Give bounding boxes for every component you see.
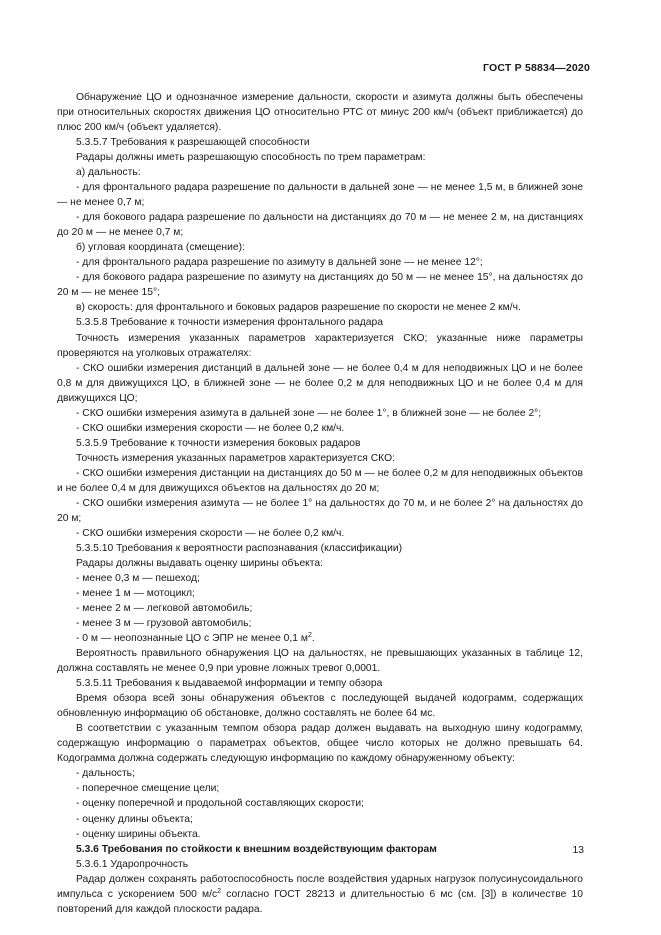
paragraph: В соответствии с указанным темпом обзора радар должен выдавать на выходную шину кодограмму, содержащую информацию о параметрах объектов, общее число которых не должно превышать 64. Кодограмма должна содержать следующую информацию по каждому обнаруженному объекту: <box>57 723 583 765</box>
section-heading: 5.3.5.7 Требования к разрешающей способности <box>76 137 310 149</box>
list-item: - оценку ширины объекта. <box>76 828 201 840</box>
list-item: - менее 2 м — легковой автомобиль; <box>76 603 253 615</box>
list-label: в) скорость: для фронтального и боковых радаров разрешение по скорости не менее 2 км/ч. <box>76 302 521 314</box>
document-header: ГОСТ Р 58834—2020 <box>482 62 590 74</box>
paragraph: Точность измерения указанных параметров характеризуется СКО; указанные ниже параметры проверяются на уголковых отражателях: <box>57 332 583 359</box>
page-number: 13 <box>572 845 584 856</box>
paragraph: Обнаружение ЦО и однозначное измерение дальности, скорости и азимута должны быть обеспечены при относительных скоростях движения ЦО относительно РТС от минус 200 км/ч (объект приближается) до плюс 200 км/ч (объект удаляется). <box>57 92 583 134</box>
list-item: - СКО ошибки измерения дистанции на дистанциях до 50 м — не более 0,2 м для неподвижных объектов и не более 0,4 м для движущихся объектов на дальностях до 20 м; <box>57 467 583 494</box>
list-item: - СКО ошибки измерения дистанций в дальней зоне — не более 0,4 м для неподвижных ЦО и не более 0,8 м для движущихся ЦО, в ближней зоне — не более 0,2 м для неподвижных ЦО и не более 0,4 м для движущихся ЦО; <box>57 362 583 404</box>
list-item: - для бокового радара разрешение по дальности на дистанциях до 70 м — не менее 2 м, на дистанциях до 20 м — не менее 0,7 м; <box>57 212 583 239</box>
paragraph: Точность измерения указанных параметров характеризуется СКО: <box>76 452 395 464</box>
list-item <box>57 631 583 646</box>
section-heading: 5.3.5.10 Требования к вероятности распознавания (классификации) <box>76 542 403 554</box>
section-heading: 5.3.6.1 Ударопрочность <box>76 858 189 870</box>
list-item: - менее 1 м — мотоцикл; <box>76 588 195 600</box>
text-span: согласно ГОСТ 28213 и длительностью 6 мс (см. [3]) в количестве 10 повторений для каждой плоскости радара. <box>57 888 583 915</box>
list-item: - СКО ошибки измерения азимута — не более 1° на дальностях до 70 м, и не более 2° на дальностях до 20 м; <box>57 497 583 524</box>
paragraph: Вероятность правильного обнаружения ЦО на дальностях, не превышающих указанных в таблице 12, должна составлять не менее 0,9 при уровне ложных тревог 0,0001. <box>57 648 583 675</box>
list-label: а) дальность: <box>76 167 141 179</box>
superscript: 2 <box>217 887 222 895</box>
list-item: - для бокового радара разрешение по азимуту на дистанциях до 50 м — не менее 15°, на дальностях до 20 м — не менее 15°; <box>57 272 583 299</box>
section-heading-bold: 5.3.6 Требования по стойкости к внешним воздействующим факторам <box>76 843 437 855</box>
superscript: 2 <box>307 632 312 640</box>
list-item: - оценку поперечной и продольной составляющих скорости; <box>76 798 364 810</box>
list-item: - дальность; <box>76 768 135 780</box>
list-item: - СКО ошибки измерения азимута в дальней зоне — не более 1°, в ближней зоне — не более 2°; <box>76 407 542 419</box>
section-heading: 5.3.5.8 Требование к точности измерения фронтального радара <box>76 317 383 329</box>
list-item: - СКО ошибки измерения скорости — не более 0,2 км/ч. <box>76 422 345 434</box>
list-item: - поперечное смещение цели; <box>76 783 220 795</box>
text-span: Радар должен сохранять работоспособность после воздействия ударных нагрузок полусинусоидального импульса с ускорением 500 м/с <box>57 873 583 900</box>
list-item: - менее 3 м — грузовой автомобиль; <box>76 618 252 630</box>
paragraph: Радары должны выдавать оценку ширины объекта: <box>76 557 323 569</box>
list-item: - менее 0,3 м — пешеход; <box>76 573 200 584</box>
text-span: - 0 м — неопознанные ЦО с ЭПР не менее 0,1 м <box>76 633 308 645</box>
list-item: - для фронтального радара разрешение по азимуту в дальней зоне — не менее 12°; <box>76 257 483 269</box>
paragraph <box>57 872 583 917</box>
list-item: - СКО ошибки измерения скорости — не более 0,2 км/ч. <box>76 527 345 539</box>
paragraph: Радары должны иметь разрешающую способность по трем параметрам: <box>76 152 426 164</box>
document-body <box>57 90 583 917</box>
section-heading: 5.3.5.11 Требования к выдаваемой информации и темпу обзора <box>76 678 383 690</box>
section-heading: 5.3.5.9 Требование к точности измерения боковых радаров <box>76 437 361 449</box>
list-item: - оценку длины объекта; <box>76 813 193 825</box>
paragraph: Время обзора всей зоны обнаружения объектов с последующей выдачей кодограмм, содержащих обновленную информацию об обстановке, должно составлять не более 64 мс. <box>57 693 583 720</box>
text-span: . <box>311 633 315 645</box>
list-item: - для фронтального радара разрешение по дальности в дальней зоне — не менее 1,5 м, в ближней зоне — не менее 0,7 м; <box>57 182 583 209</box>
list-label: б) угловая координата (смещение): <box>76 242 245 254</box>
